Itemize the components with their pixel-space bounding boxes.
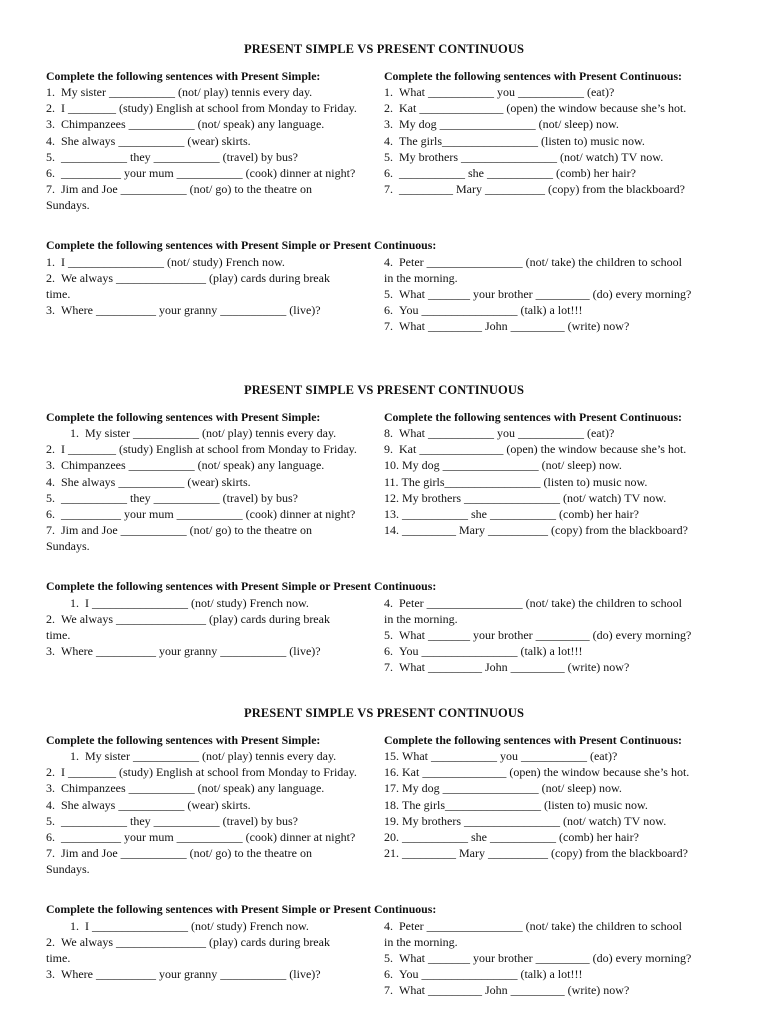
- mixed-left-column: [46, 918, 388, 983]
- present-continuous-column: [384, 409, 724, 538]
- mixed-left-column: [46, 254, 388, 319]
- exercise-line: 4. The girls________________ (listen to) music now.: [384, 133, 645, 148]
- exercise-line: 7. What _________ John _________ (write) now?: [384, 983, 630, 998]
- exercise-line: 2. We always _______________ (play) cards during break: [46, 270, 330, 285]
- mixed-left-column: [46, 595, 388, 660]
- present-continuous-heading: Complete the following sentences with Present Continuous:: [384, 733, 682, 747]
- present-simple-column: [46, 409, 388, 555]
- exercise-line: 20. ___________ she ___________ (comb) her hair?: [384, 829, 639, 844]
- exercise-line: 5. What _______ your brother _________ (do) every morning?: [384, 627, 692, 642]
- exercise-line: 4. She always ___________ (wear) skirts.: [46, 797, 251, 812]
- worksheet-copy: [0, 706, 768, 1026]
- present-continuous-heading: Complete the following sentences with Present Continuous:: [384, 410, 682, 424]
- exercise-line: in the morning.: [384, 270, 458, 285]
- exercise-line: Sundays.: [46, 539, 90, 554]
- exercise-line: 6. ___________ she ___________ (comb) her hair?: [384, 165, 636, 180]
- exercise-line: 2. I ________ (study) English at school from Monday to Friday.: [46, 101, 357, 116]
- worksheet-title: PRESENT SIMPLE VS PRESENT CONTINUOUS: [243, 42, 525, 56]
- exercise-line: time.: [46, 286, 71, 301]
- exercise-line: 5. ___________ they ___________ (travel) by bus?: [46, 490, 298, 505]
- exercise-line: 3. Chimpanzees ___________ (not/ speak) any language.: [46, 781, 325, 796]
- exercise-line: 4. Peter ________________ (not/ take) the children to school: [384, 918, 682, 933]
- exercise-line: 7. Jim and Joe ___________ (not/ go) to the theatre on: [46, 846, 312, 861]
- exercise-line: 4. She always ___________ (wear) skirts.: [46, 133, 251, 148]
- exercise-line: 7. Jim and Joe ___________ (not/ go) to the theatre on: [46, 182, 312, 197]
- exercise-line: 16. Kat ______________ (open) the window because she’s hot.: [384, 765, 690, 780]
- exercise-line: 1. My sister ___________ (not/ play) tennis every day.: [46, 426, 337, 440]
- exercise-line: 7. _________ Mary __________ (copy) from the blackboard?: [384, 182, 685, 197]
- exercise-line: 1. My sister ___________ (not/ play) tennis every day.: [46, 749, 337, 763]
- exercise-line: Sundays.: [46, 198, 90, 213]
- present-continuous-column: [384, 68, 724, 197]
- exercise-line: Sundays.: [46, 862, 90, 877]
- worksheet-title: PRESENT SIMPLE VS PRESENT CONTINUOUS: [243, 383, 525, 397]
- worksheet-copy: [0, 42, 768, 362]
- mixed-right-column: [384, 918, 724, 999]
- exercise-line: 19. My brothers ________________ (not/ watch) TV now.: [384, 813, 667, 828]
- mixed-section-heading: Complete the following sentences with Present Simple or Present Continuous:: [46, 578, 437, 593]
- exercise-line: 2. We always _______________ (play) cards during break: [46, 934, 330, 949]
- exercise-line: 12. My brothers ________________ (not/ watch) TV now.: [384, 490, 667, 505]
- exercise-line: 5. What _______ your brother _________ (do) every morning?: [384, 286, 692, 301]
- mixed-section-heading: Complete the following sentences with Present Simple or Present Continuous:: [46, 901, 437, 916]
- exercise-line: 3. Chimpanzees ___________ (not/ speak) any language.: [46, 458, 325, 473]
- exercise-line: 10. My dog ________________ (not/ sleep) now.: [384, 458, 622, 473]
- exercise-line: 6. __________ your mum ___________ (cook) dinner at night?: [46, 829, 356, 844]
- exercise-line: 11. The girls________________ (listen to) music now.: [384, 474, 648, 489]
- exercise-line: 7. Jim and Joe ___________ (not/ go) to the theatre on: [46, 523, 312, 538]
- exercise-line: 18. The girls________________ (listen to) music now.: [384, 797, 648, 812]
- exercise-line: 21. _________ Mary __________ (copy) from the blackboard?: [384, 846, 688, 861]
- exercise-line: time.: [46, 950, 71, 965]
- exercise-line: 6. You ________________ (talk) a lot!!!: [384, 967, 583, 982]
- exercise-line: 2. Kat ______________ (open) the window because she’s hot.: [384, 101, 687, 116]
- exercise-line: 2. I ________ (study) English at school from Monday to Friday.: [46, 442, 357, 457]
- exercise-line: 4. Peter ________________ (not/ take) the children to school: [384, 254, 682, 269]
- exercise-line: 6. You ________________ (talk) a lot!!!: [384, 303, 583, 318]
- present-continuous-column: [384, 732, 724, 861]
- worksheet-copy: [0, 383, 768, 703]
- exercise-line: 1. My sister ___________ (not/ play) tennis every day.: [46, 85, 313, 99]
- exercise-line: in the morning.: [384, 611, 458, 626]
- exercise-line: 4. She always ___________ (wear) skirts.: [46, 474, 251, 489]
- present-simple-column: [46, 68, 388, 214]
- exercise-line: 1. I ________________ (not/ study) French now.: [46, 254, 285, 269]
- exercise-line: 3. Where __________ your granny ___________ (live)?: [46, 644, 321, 659]
- exercise-line: 2. We always _______________ (play) cards during break: [46, 611, 330, 626]
- exercise-line: 1. I ________________ (not/ study) French now.: [46, 918, 309, 933]
- present-simple-heading: Complete the following sentences with Present Simple:: [46, 69, 321, 83]
- mixed-section-heading: Complete the following sentences with Present Simple or Present Continuous:: [46, 237, 437, 252]
- mixed-right-column: [384, 595, 724, 676]
- exercise-line: 14. _________ Mary __________ (copy) from the blackboard?: [384, 523, 688, 538]
- exercise-line: time.: [46, 627, 71, 642]
- exercise-line: 6. __________ your mum ___________ (cook) dinner at night?: [46, 165, 356, 180]
- exercise-line: 5. What _______ your brother _________ (do) every morning?: [384, 950, 692, 965]
- exercise-line: 3. Chimpanzees ___________ (not/ speak) any language.: [46, 117, 325, 132]
- exercise-line: 4. Peter ________________ (not/ take) the children to school: [384, 595, 682, 610]
- exercise-line: 17. My dog ________________ (not/ sleep) now.: [384, 781, 622, 796]
- present-simple-heading: Complete the following sentences with Present Simple:: [46, 733, 321, 747]
- exercise-line: 5. ___________ they ___________ (travel) by bus?: [46, 149, 298, 164]
- exercise-line: 5. My brothers ________________ (not/ watch) TV now.: [384, 149, 664, 164]
- present-simple-column: [46, 732, 388, 878]
- exercise-line: 13. ___________ she ___________ (comb) her hair?: [384, 506, 639, 521]
- exercise-line: 3. Where __________ your granny ___________ (live)?: [46, 967, 321, 982]
- exercise-line: 7. What _________ John _________ (write) now?: [384, 660, 630, 675]
- exercise-line: 2. I ________ (study) English at school from Monday to Friday.: [46, 765, 357, 780]
- worksheet-title: PRESENT SIMPLE VS PRESENT CONTINUOUS: [243, 706, 525, 720]
- exercise-line: 3. My dog ________________ (not/ sleep) now.: [384, 117, 619, 132]
- mixed-right-column: [384, 254, 724, 335]
- exercise-line: 1. What ___________ you ___________ (eat)?: [384, 85, 615, 99]
- exercise-line: 5. ___________ they ___________ (travel) by bus?: [46, 813, 298, 828]
- exercise-line: 3. Where __________ your granny ___________ (live)?: [46, 303, 321, 318]
- exercise-line: 1. I ________________ (not/ study) French now.: [46, 595, 309, 610]
- exercise-line: 7. What _________ John _________ (write) now?: [384, 319, 630, 334]
- present-continuous-heading: Complete the following sentences with Present Continuous:: [384, 69, 682, 83]
- exercise-line: 15. What ___________ you ___________ (eat)?: [384, 749, 618, 763]
- exercise-line: 9. Kat ______________ (open) the window because she’s hot.: [384, 442, 687, 457]
- exercise-line: 6. You ________________ (talk) a lot!!!: [384, 644, 583, 659]
- exercise-line: in the morning.: [384, 934, 458, 949]
- exercise-line: 8. What ___________ you ___________ (eat)?: [384, 426, 615, 440]
- exercise-line: 6. __________ your mum ___________ (cook) dinner at night?: [46, 506, 356, 521]
- present-simple-heading: Complete the following sentences with Present Simple:: [46, 410, 321, 424]
